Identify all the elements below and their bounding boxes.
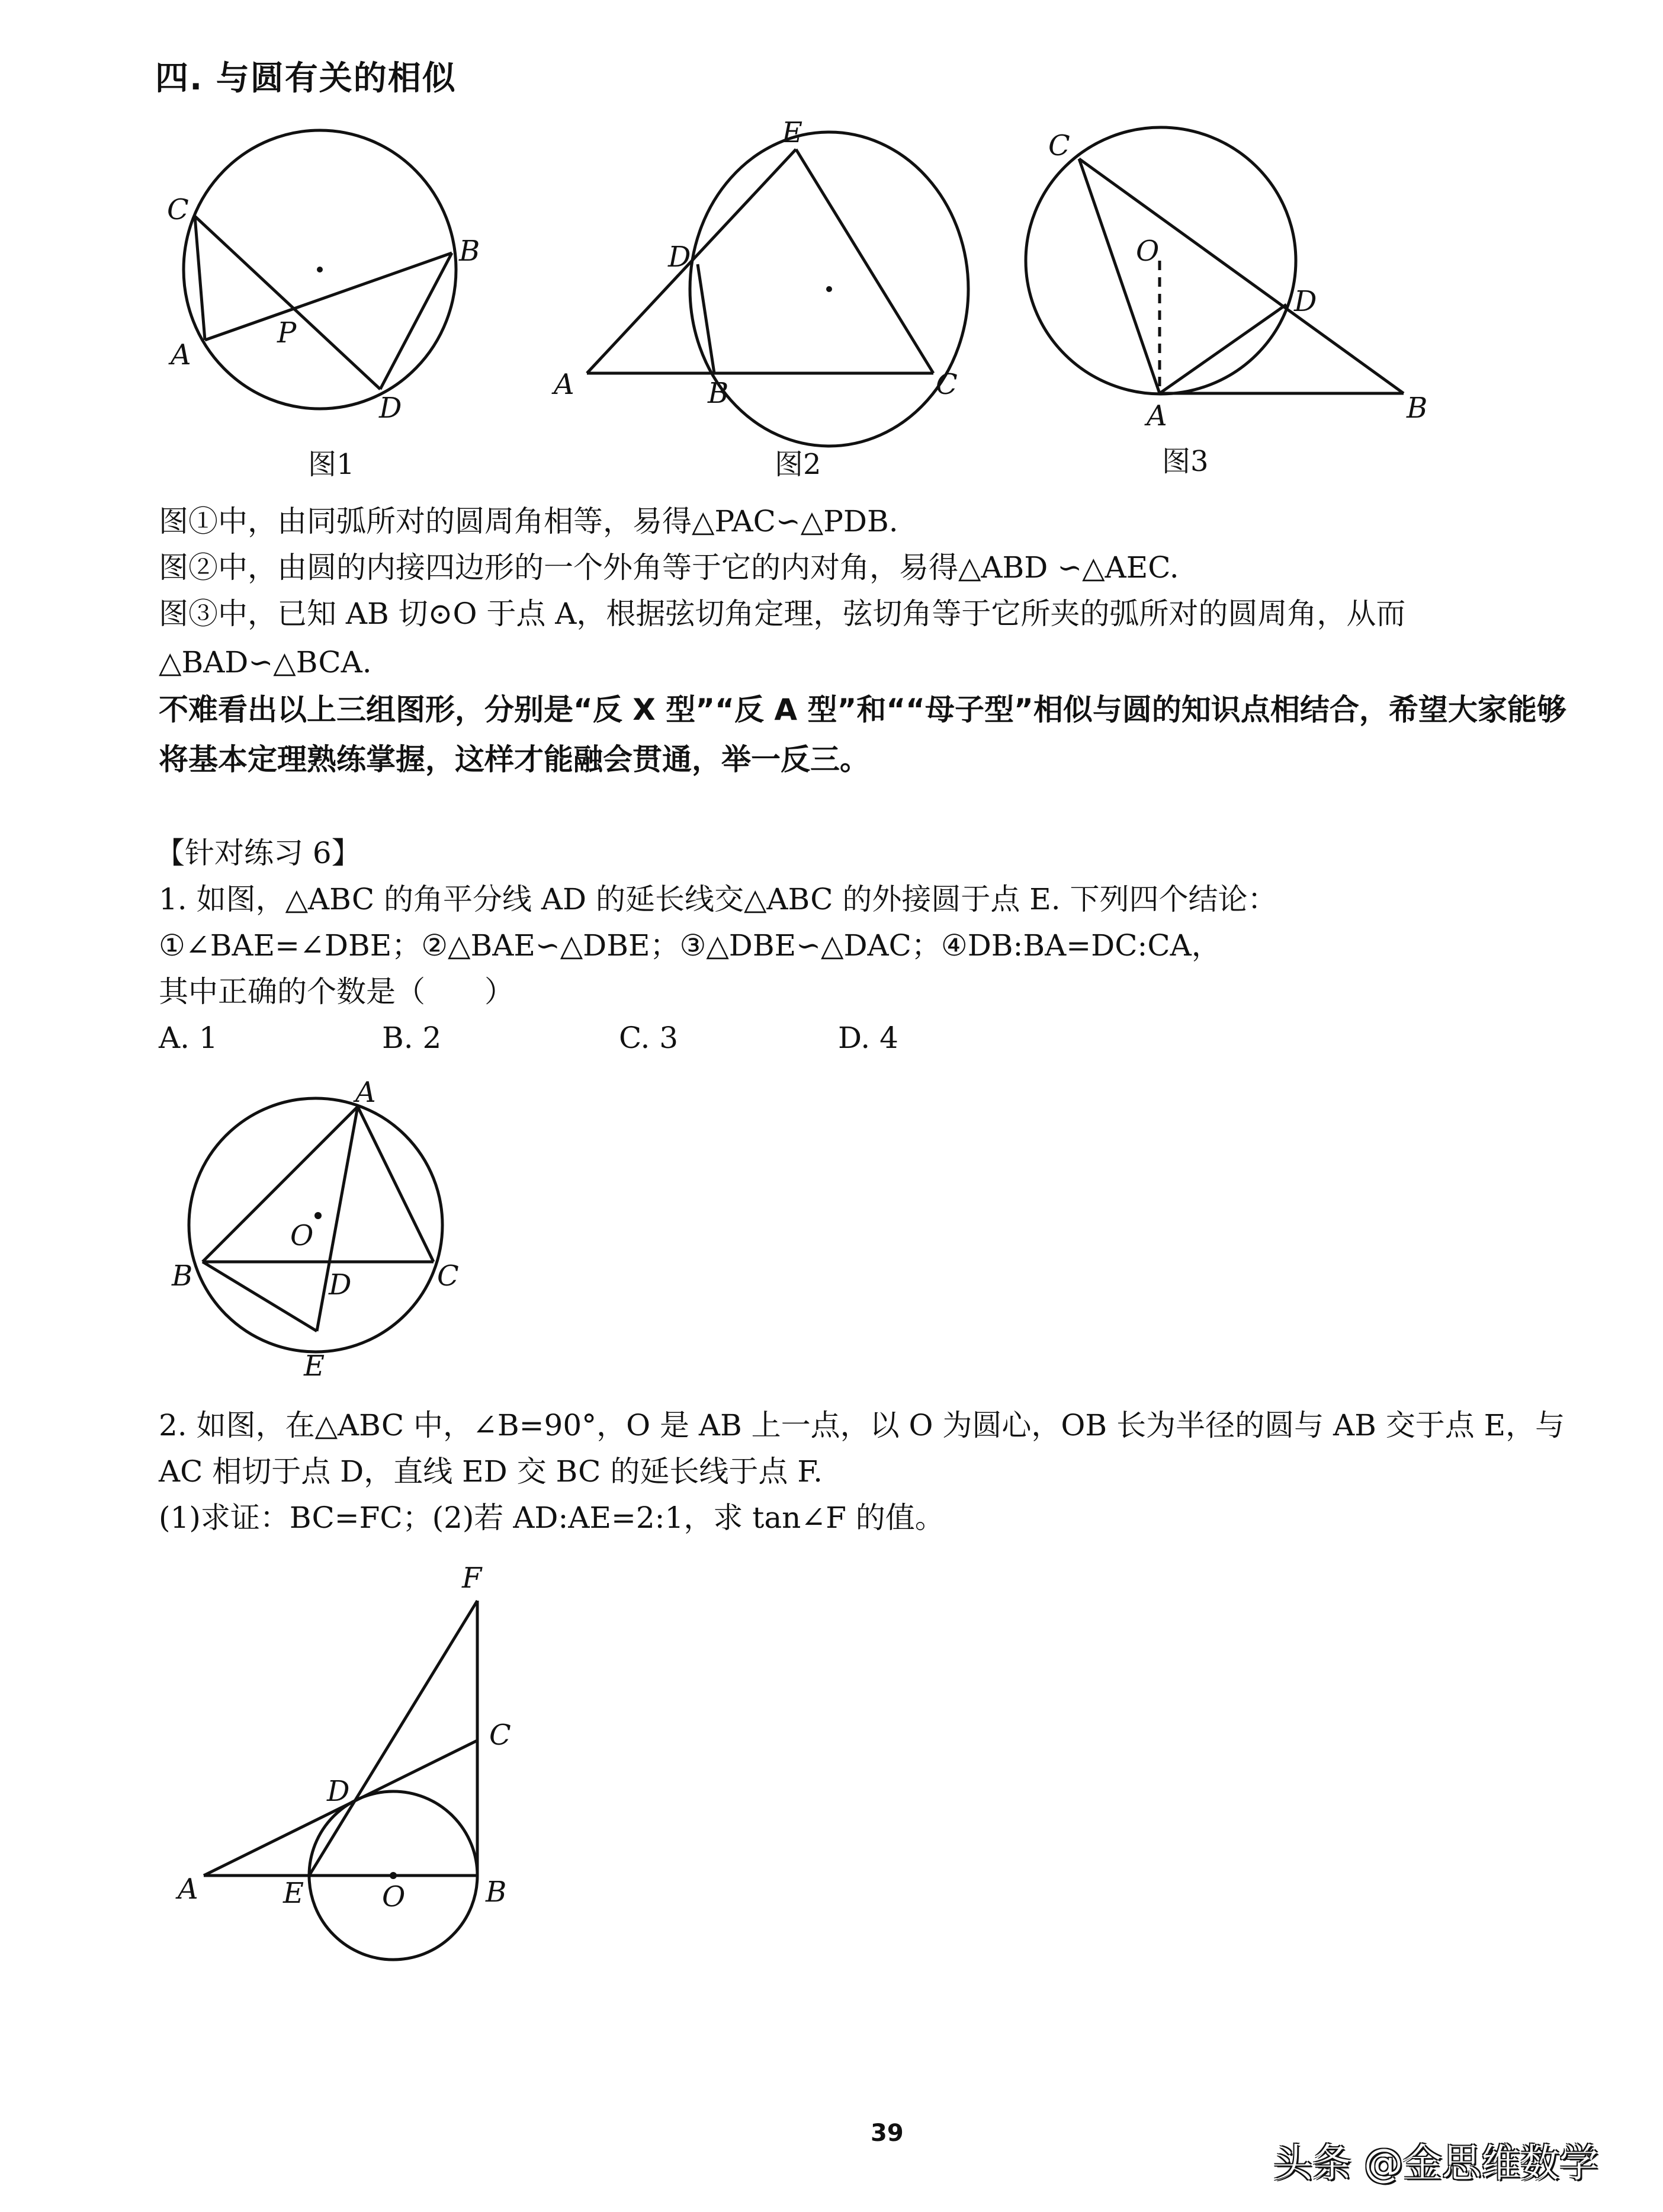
summary-line-2: 将基本定理熟练掌握，这样才能融会贯通，举一反三。 — [159, 742, 869, 777]
summary-line-1: 不难看出以上三组图形，分别是“反 X 型”“反 A 型”和““母子型”相似与圆的知识点相结合，希望大家能够 — [159, 693, 1566, 727]
fig2-label-d: D — [668, 241, 691, 274]
fig3-label-d: D — [1294, 285, 1317, 318]
q1-label-e: E — [304, 1349, 325, 1383]
fig1-label-a: A — [171, 338, 191, 371]
q2-line-2: AC 相切于点 D，直线 ED 交 BC 的延长线于点 F. — [159, 1454, 823, 1489]
fig1-label-d: D — [379, 392, 402, 425]
explanation-line-2: 图②中，由圆的内接四边形的一个外角等于它的内对角，易得△ABD ∽△AEC. — [159, 550, 1179, 585]
fig2-label-b: B — [708, 377, 729, 410]
q2-line-1: 2. 如图，在△ABC 中，∠B=90°，O 是 AB 上一点，以 O 为圆心，OB 长为半径的圆与 AB 交于点 E，与 — [159, 1408, 1565, 1442]
q1-label-o: O — [290, 1219, 314, 1252]
q2-segment-ac — [204, 1740, 477, 1876]
fig3-label-b: B — [1407, 392, 1428, 425]
fig3-caption: 图3 — [1162, 445, 1209, 478]
fig3-label-o: O — [1136, 235, 1160, 268]
explanation-line-1: 图①中，由同弧所对的圆周角相等，易得△PAC∽△PDB. — [159, 504, 898, 538]
q1-label-d: D — [329, 1268, 352, 1301]
fig2-label-c: C — [936, 368, 958, 401]
watermark: 头条 @金思维数学 — [1273, 2140, 1598, 2186]
q1-choice-a[interactable]: A. 1 — [159, 1021, 218, 1055]
q1-label-a: A — [355, 1076, 376, 1109]
q1-choice-c[interactable]: C. 3 — [619, 1021, 679, 1055]
q1-conclusions: ①∠BAE=∠DBE；②△BAE∽△DBE；③△DBE∽△DAC；④DB:BA=DC:CA， — [159, 928, 1221, 963]
explanation-line-4: △BAD∽△BCA. — [159, 645, 372, 679]
q2-label-a: A — [178, 1873, 198, 1906]
q1-label-c: C — [437, 1259, 459, 1293]
q2-label-b: B — [486, 1876, 507, 1909]
q2-line-3: (1)求证：BC=FC；(2)若 AD:AE=2:1，求 tan∠F 的值。 — [159, 1501, 945, 1535]
q2-label-o: O — [382, 1880, 406, 1913]
q1-choice-d[interactable]: D. 4 — [838, 1021, 898, 1055]
fig2-label-e: E — [782, 116, 803, 149]
q2-segment-ef — [309, 1601, 477, 1876]
q1-choice-b[interactable]: B. 2 — [382, 1021, 442, 1055]
fig2-caption: 图2 — [775, 448, 821, 481]
explanation-line-3: 图③中，已知 AB 切⊙O 于点 A，根据弦切角定理，弦切角等于它所夹的弧所对的圆周角，从而 — [159, 597, 1406, 631]
practice-header: 【针对练习 6】 — [155, 836, 361, 870]
q2-label-d: D — [327, 1775, 350, 1808]
fig1-label-b: B — [459, 235, 480, 268]
q2-label-f: F — [462, 1562, 482, 1595]
section-title: 四. 与圆有关的相似 — [155, 59, 457, 98]
page-number: 39 — [871, 2120, 904, 2147]
q1-label-b: B — [172, 1259, 193, 1293]
q2-label-e: E — [283, 1877, 304, 1910]
q1-stem: 1. 如图，△ABC 的角平分线 AD 的延长线交△ABC 的外接圆于点 E. 下列四个结论： — [159, 882, 1277, 916]
fig3-label-a: A — [1147, 399, 1167, 432]
fig2-label-a: A — [554, 368, 574, 401]
fig1-label-p: P — [277, 316, 297, 350]
fig1-caption: 图1 — [308, 448, 355, 481]
fig1-label-c: C — [167, 193, 189, 226]
q1-prompt: 其中正确的个数是（ ） — [159, 974, 514, 1009]
q2-label-c: C — [489, 1719, 511, 1752]
fig3-label-c: C — [1048, 129, 1070, 162]
